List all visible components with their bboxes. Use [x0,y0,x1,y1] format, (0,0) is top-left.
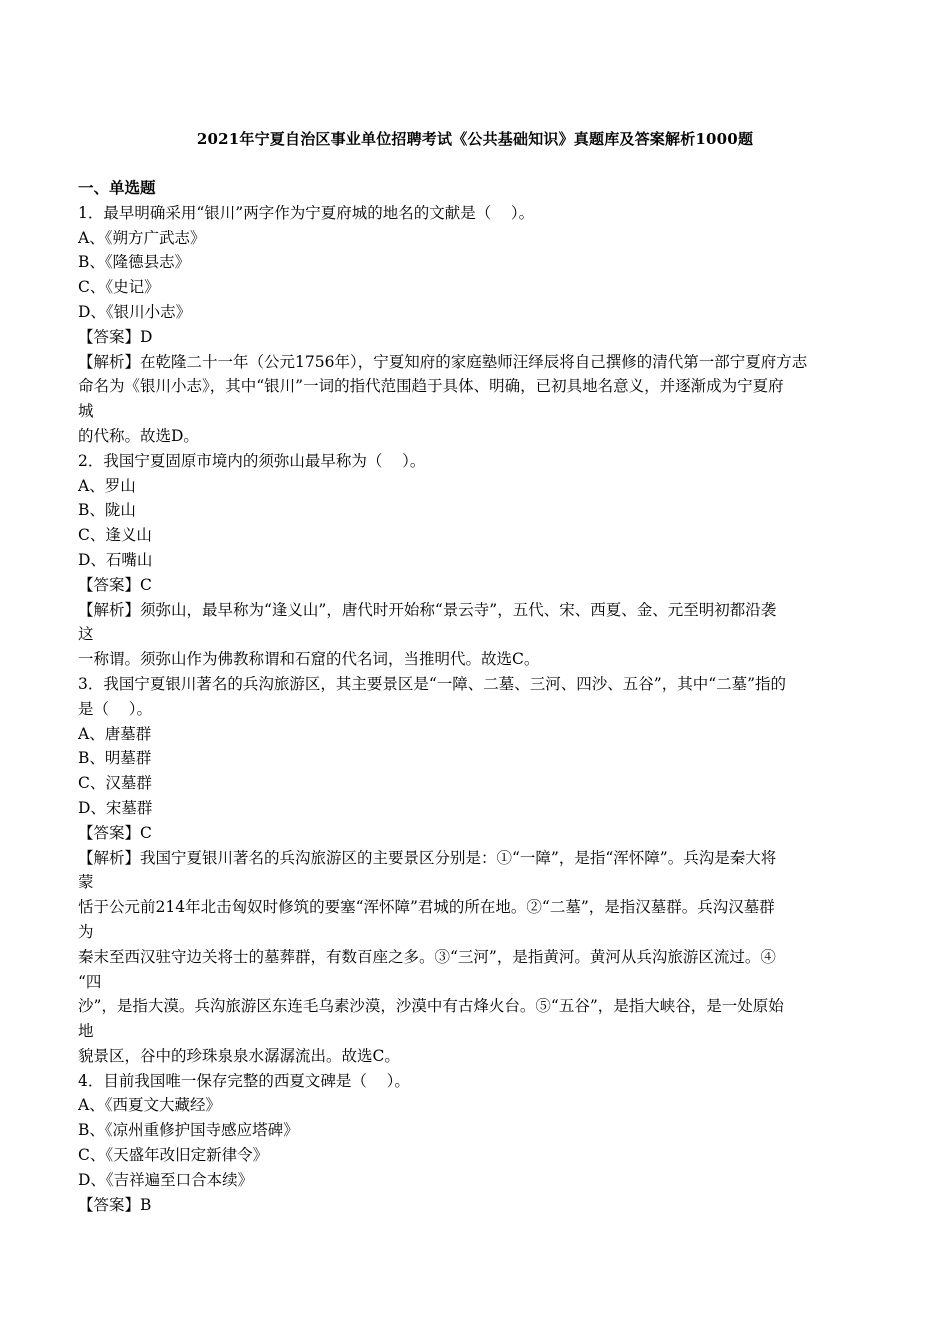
section-heading: 一、单选题 [78,178,156,197]
text-line: A、罗山 [78,476,136,495]
text-line: 3．我国宁夏银川著名的兵沟旅游区，其主要景区是“一障、二墓、三河、四沙、五谷”，其中“二墓”指的 [78,674,787,693]
text-line: 命名为《银川小志》，其中“银川”一词的指代范围趋于具体、明确，已初具地名意义，并逐渐成为宁夏府 [78,377,784,396]
text-line: B、《凉州重修护国寺感应塔碑》 [78,1121,299,1140]
text-lines [78,201,874,1218]
text-line: B、陇山 [78,501,136,520]
text-line: D、《吉祥遍至口合本续》 [78,1170,254,1189]
text-line: 貌景区，谷中的珍珠泉泉水潺潺流出。故选C。 [78,1046,400,1065]
document-body [78,176,874,1217]
text-line: 【答案】B [78,1195,152,1214]
text-line: A、《朔方广武志》 [78,228,206,247]
text-line: 为 [78,922,94,941]
text-line: 【解析】须弥山，最早称为“逢义山”，唐代时开始称“景云寺”，五代、宋、西夏、金、元至明初都沿袭 [78,600,777,619]
text-line: 地 [78,1022,94,1041]
document-title: 2021年宁夏自治区事业单位招聘考试《公共基础知识》真题库及答案解析1000题 [196,130,754,148]
text-line: C、逢义山 [78,526,152,545]
text-line: 蒙 [78,873,94,892]
text-line: C、汉墓群 [78,774,152,793]
text-line: D、石嘴山 [78,550,153,569]
text-line: 4．目前我国唯一保存完整的西夏文碑是（ ）。 [78,1071,410,1090]
text-line: 城 [78,402,94,421]
text-line: 1．最早明确采用“银川”两字作为宁夏府城的地名的文献是（ ）。 [78,203,535,222]
text-line: 秦末至西汉驻守边关将士的墓葬群，有数百座之多。③“三河”，是指黄河。黄河从兵沟旅游区流过。④ [78,947,776,966]
text-line: B、《隆德县志》 [78,253,191,272]
text-line: 沙”，是指大漠。兵沟旅游区东连毛乌素沙漠，沙漠中有古烽火台。⑤“五谷”，是指大峡谷，是一处原始 [78,997,784,1016]
text-line: “四 [78,972,102,991]
text-line: B、明墓群 [78,749,152,768]
text-line: 【解析】我国宁夏银川著名的兵沟旅游区的主要景区分别是：①“一障”，是指“浑怀障”。兵沟是秦大将 [78,848,777,867]
text-line: C、《天盛年改旧定新律令》 [78,1146,269,1165]
text-line: 一称谓。须弥山作为佛教称谓和石窟的代名词，当推明代。故选C。 [78,650,540,669]
text-line: 【答案】C [78,823,152,842]
text-line: 这 [78,625,94,644]
text-line: 是（ ）。 [78,699,152,718]
text-line: D、宋墓群 [78,798,153,817]
text-line: 2．我国宁夏固原市境内的须弥山最早称为（ ）。 [78,451,426,470]
text-line: 恬于公元前214年北击匈奴时修筑的要塞“浑怀障”君城的所在地。②“二墓”，是指汉墓群。兵沟汉墓群 [78,898,775,917]
text-line: D、《银川小志》 [78,302,192,321]
text-line: 【答案】D [78,327,153,346]
text-line: 【解析】在乾隆二十一年（公元1756年），宁夏知府的家庭塾师汪绎辰将自己撰修的清代第一部宁夏府方志 [78,352,808,371]
text-line: 的代称。故选D。 [78,426,199,445]
text-line: A、唐墓群 [78,724,152,743]
text-line: A、《西夏文大藏经》 [78,1096,221,1115]
text-line: C、《史记》 [78,278,160,297]
text-line: 【答案】C [78,575,152,594]
